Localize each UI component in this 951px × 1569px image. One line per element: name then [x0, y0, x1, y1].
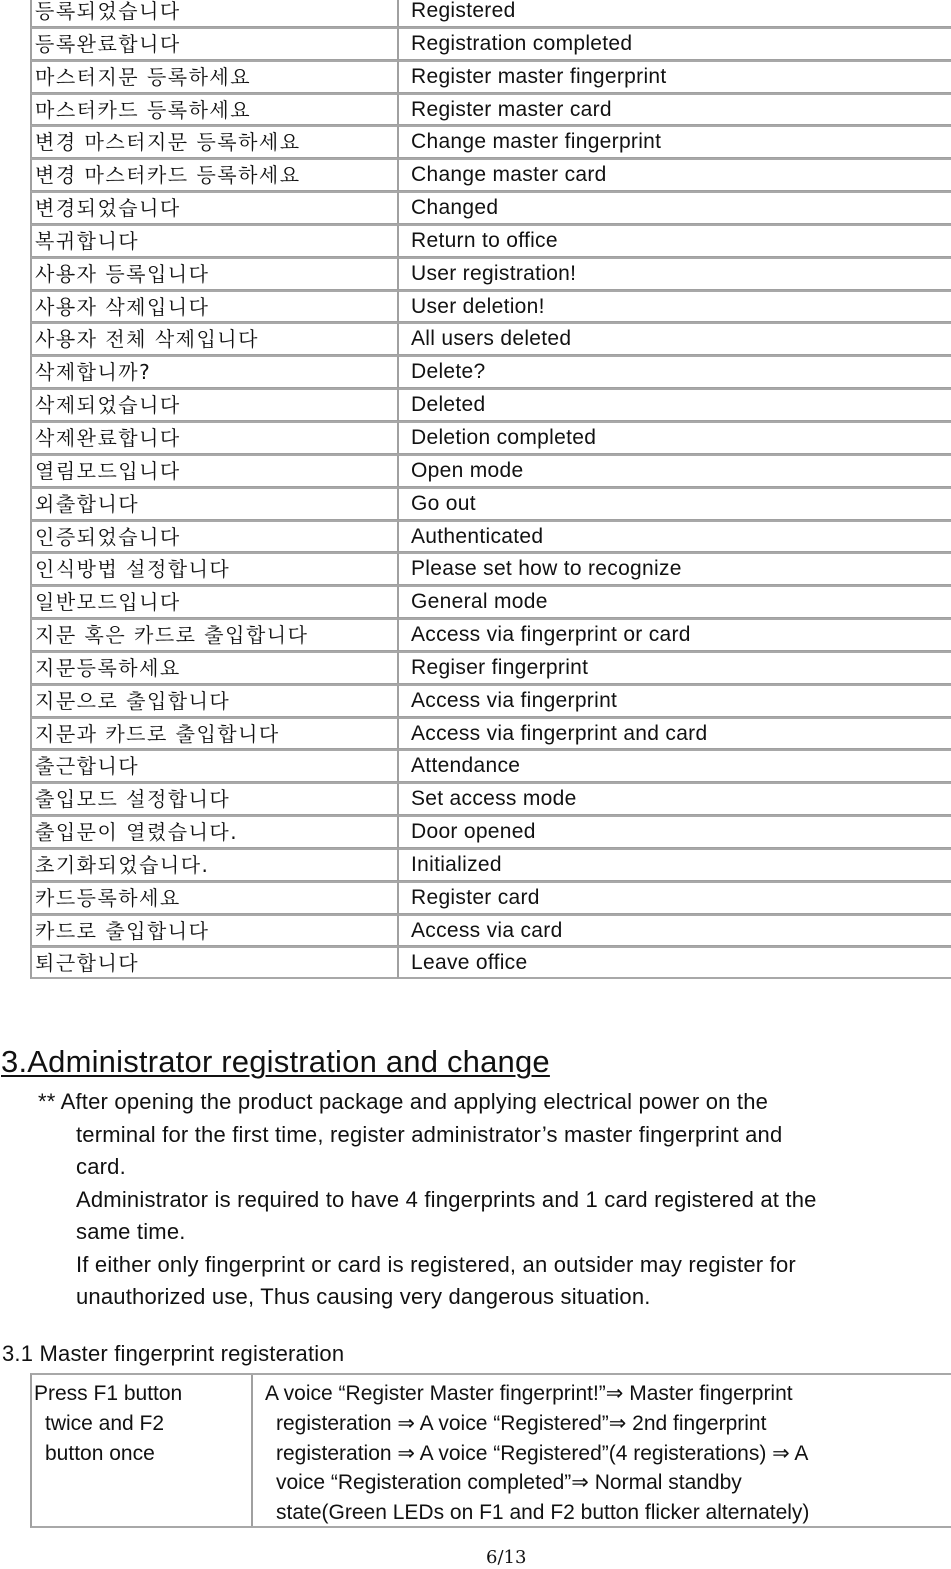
result-cell [252, 1375, 951, 1526]
korean-cell: 열림모드입니다 [30, 454, 398, 487]
result-line: voice “Registeration completed”⇒ Normal standby [276, 1471, 742, 1495]
korean-cell: 카드로 출입합니다 [30, 914, 398, 947]
english-cell: Access via fingerprint [398, 684, 951, 717]
action-cell [32, 1375, 252, 1526]
table-row [30, 224, 951, 257]
table-row [30, 322, 951, 355]
table-row [30, 881, 951, 914]
korean-cell: 퇴근합니다 [30, 946, 398, 979]
english-cell: Deleted [398, 388, 951, 421]
table-row [30, 749, 951, 782]
action-line: button once [45, 1441, 155, 1465]
note-line: If either only fingerprint or card is registered, an outsider may register for [76, 1251, 796, 1277]
english-cell: Deletion completed [398, 421, 951, 454]
english-cell: Return to office [398, 224, 951, 257]
korean-cell: 삭제합니까? [30, 355, 398, 388]
table-row [30, 684, 951, 717]
english-cell: Door opened [398, 815, 951, 848]
table-row [30, 815, 951, 848]
english-cell: Go out [398, 487, 951, 520]
english-cell: General mode [398, 585, 951, 618]
table-row [30, 454, 951, 487]
english-cell: Initialized [398, 848, 951, 881]
english-cell: Registration completed [398, 27, 951, 60]
korean-cell: 변경되었습니다 [30, 191, 398, 224]
table-row [30, 914, 951, 947]
korean-cell: 등록완료합니다 [30, 27, 398, 60]
note-line: Administrator is required to have 4 fingerprints and 1 card registered at the [76, 1186, 817, 1212]
english-cell: Access via fingerprint and card [398, 717, 951, 750]
table-row [30, 125, 951, 158]
section-heading: 3.Administrator registration and change [1, 1044, 550, 1079]
korean-cell: 지문으로 출입합니다 [30, 684, 398, 717]
korean-cell: 출근합니다 [30, 749, 398, 782]
table-row [30, 651, 951, 684]
korean-cell: 일반모드입니다 [30, 585, 398, 618]
table-row [30, 0, 951, 27]
english-cell: Set access mode [398, 782, 951, 815]
english-cell: Please set how to recognize [398, 552, 951, 585]
english-cell: Changed [398, 191, 951, 224]
subsection-heading: 3.1 Master fingerprint registeration [2, 1341, 345, 1366]
korean-cell: 출입모드 설정합니다 [30, 782, 398, 815]
table-row [30, 552, 951, 585]
english-cell: User registration! [398, 257, 951, 290]
table-row [30, 290, 951, 323]
table-row [30, 257, 951, 290]
table-row [30, 27, 951, 60]
korean-cell: 인식방법 설정합니다 [30, 552, 398, 585]
table-row [30, 848, 951, 881]
table-row [30, 520, 951, 553]
english-cell: Change master card [398, 158, 951, 191]
korean-cell: 삭제되었습니다 [30, 388, 398, 421]
korean-cell: 변경 마스터지문 등록하세요 [30, 125, 398, 158]
table-row [30, 421, 951, 454]
action-line: twice and F2 [45, 1411, 165, 1435]
action-line: Press F1 button [34, 1382, 183, 1405]
table-row [30, 191, 951, 224]
english-cell: Register master card [398, 93, 951, 126]
table-row [30, 487, 951, 520]
english-cell: Open mode [398, 454, 951, 487]
korean-cell: 등록되었습니다 [30, 0, 398, 27]
korean-cell: 변경 마스터카드 등록하세요 [30, 158, 398, 191]
korean-cell: 지문과 카드로 출입합니다 [30, 717, 398, 750]
korean-cell: 사용자 삭제입니다 [30, 290, 398, 323]
english-cell: Access via card [398, 914, 951, 947]
table-row [30, 782, 951, 815]
korean-cell: 마스터지문 등록하세요 [30, 60, 398, 93]
table-row [30, 355, 951, 388]
procedure-table [30, 1373, 951, 1528]
korean-cell: 카드등록하세요 [30, 881, 398, 914]
korean-cell: 복귀합니다 [30, 224, 398, 257]
korean-cell: 사용자 등록입니다 [30, 257, 398, 290]
english-cell: Register card [398, 881, 951, 914]
table-row [30, 60, 951, 93]
korean-cell: 초기화되었습니다. [30, 848, 398, 881]
result-line: registeration ⇒ A voice “Registered”⇒ 2nd fingerprint [276, 1411, 767, 1435]
table-row [30, 717, 951, 750]
note-line: terminal for the first time, register administrator’s master fingerprint and [76, 1121, 783, 1147]
note-line: ** After opening the product package and applying electrical power on the [38, 1089, 769, 1114]
note-line: unauthorized use, Thus causing very dangerous situation. [76, 1284, 651, 1309]
english-cell: Authenticated [398, 520, 951, 553]
english-cell: Attendance [398, 749, 951, 782]
korean-cell: 삭제완료합니다 [30, 421, 398, 454]
korean-cell: 인증되었습니다 [30, 520, 398, 553]
english-cell: Regiser fingerprint [398, 651, 951, 684]
table-row [30, 585, 951, 618]
korean-cell: 지문등록하세요 [30, 651, 398, 684]
table-row [30, 158, 951, 191]
english-cell: All users deleted [398, 322, 951, 355]
korean-cell: 사용자 전체 삭제입니다 [30, 322, 398, 355]
result-line: A voice “Register Master fingerprint!”⇒ Master fingerprint [265, 1382, 793, 1405]
table-row [30, 388, 951, 421]
english-cell: Leave office [398, 946, 951, 979]
page-number: 6/13 [486, 1547, 527, 1568]
voice-message-table [30, 0, 951, 979]
english-cell: Access via fingerprint or card [398, 618, 951, 651]
korean-cell: 지문 혹은 카드로 출입합니다 [30, 618, 398, 651]
english-cell: User deletion! [398, 290, 951, 323]
result-line: state(Green LEDs on F1 and F2 button flicker alternately) [276, 1501, 810, 1525]
result-line: registeration ⇒ A voice “Registered”(4 registerations) ⇒ A [276, 1441, 809, 1465]
table-row [30, 946, 951, 979]
note-line: same time. [76, 1219, 186, 1244]
english-cell: Delete? [398, 355, 951, 388]
english-cell: Register master fingerprint [398, 60, 951, 93]
english-cell: Registered [398, 0, 951, 27]
korean-cell: 외출합니다 [30, 487, 398, 520]
note-line: card. [76, 1154, 126, 1179]
korean-cell: 출입문이 열렸습니다. [30, 815, 398, 848]
table-row [30, 618, 951, 651]
table-row [30, 93, 951, 126]
english-cell: Change master fingerprint [398, 125, 951, 158]
korean-cell: 마스터카드 등록하세요 [30, 93, 398, 126]
